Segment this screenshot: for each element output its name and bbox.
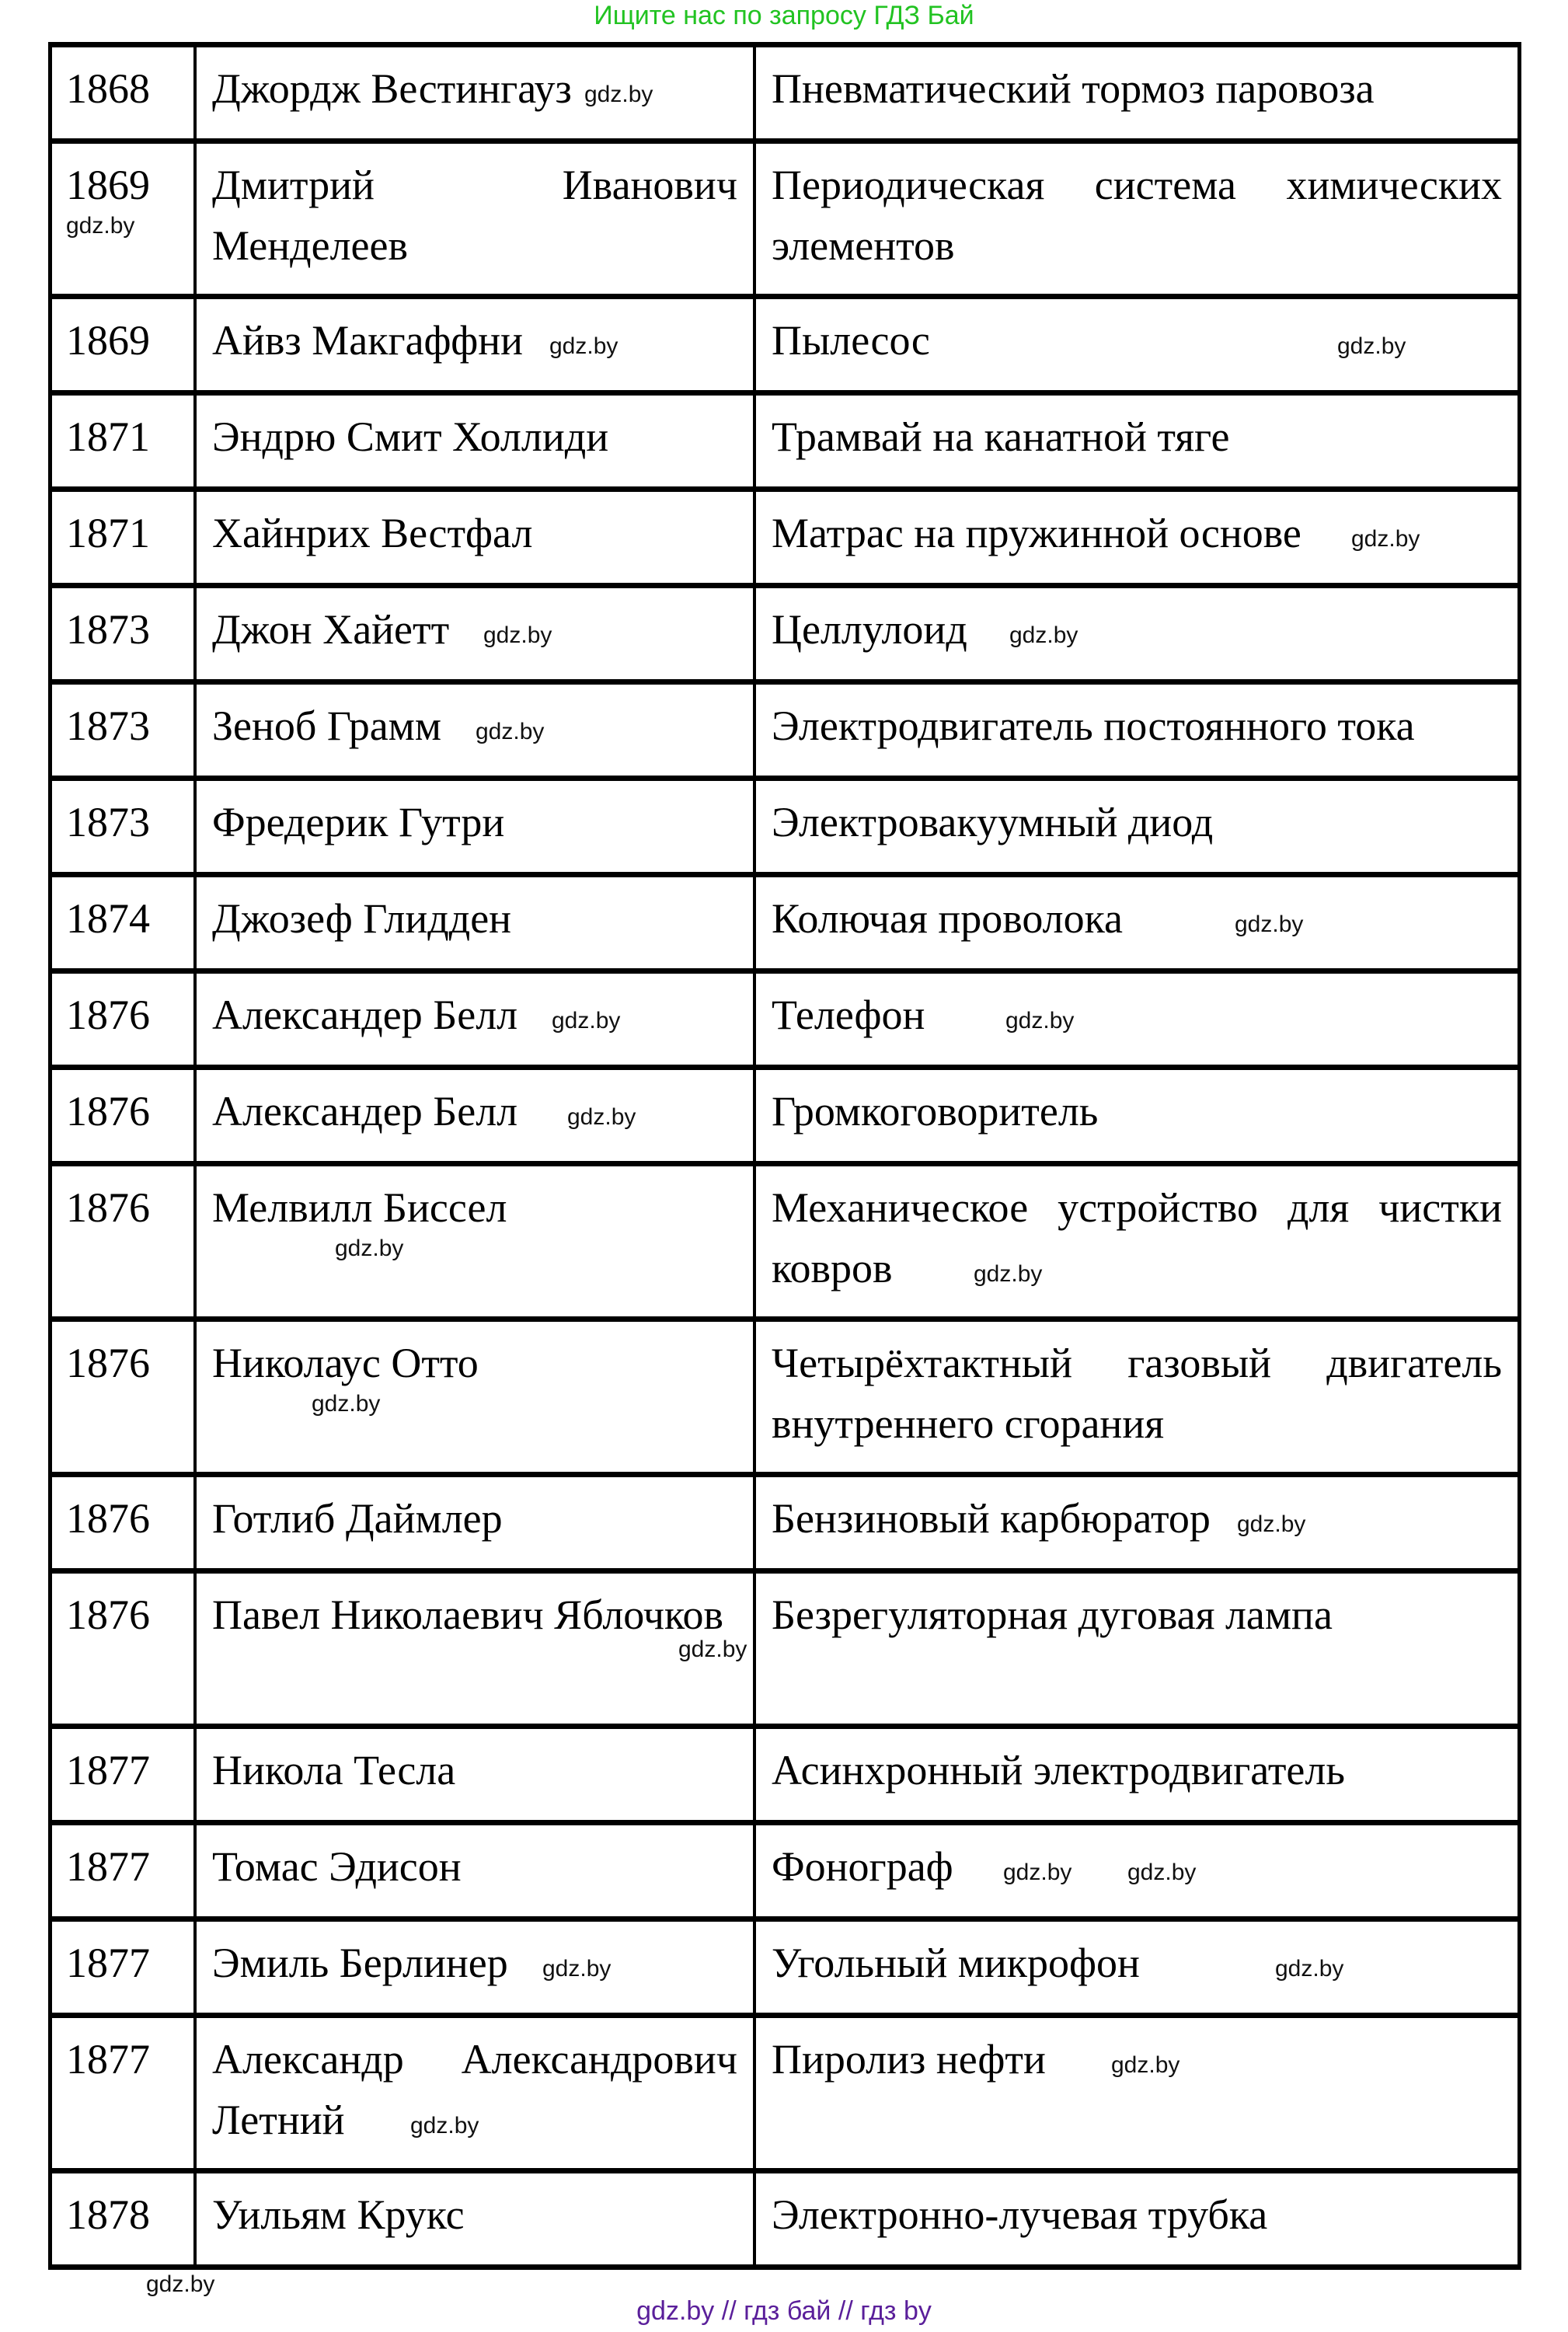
year-cell: 1869	[51, 297, 196, 393]
table-row	[51, 141, 1520, 297]
watermark: gdz.by	[1275, 1956, 1344, 1982]
inventor-cell: Джон Хайетт	[195, 586, 754, 682]
inventor-cell: Фредерик Гутри	[195, 779, 754, 875]
inventor-cell: Зеноб Грамм	[195, 682, 754, 779]
watermark: gdz.by	[542, 1956, 612, 1982]
invention-cell: Целлулоид	[754, 586, 1520, 682]
year-cell: 1877	[51, 1727, 196, 1823]
invention-cell: Телефон	[754, 971, 1520, 1068]
watermark: gdz.by	[146, 2271, 215, 2297]
watermark: gdz.by	[1127, 1860, 1197, 1885]
year-cell: 1876	[51, 1319, 196, 1475]
table-row	[51, 45, 1520, 141]
watermark: gdz.by	[1003, 1860, 1072, 1885]
year-cell: 1874	[51, 875, 196, 971]
table-row	[51, 1068, 1520, 1164]
table-row	[51, 586, 1520, 682]
year-cell: 1873	[51, 779, 196, 875]
invention-cell: Матрас на пружинной основе	[754, 490, 1520, 586]
watermark: gdz.by	[1009, 622, 1078, 648]
invention-cell: Пылесос	[754, 297, 1520, 393]
watermark: gdz.by	[312, 1391, 381, 1417]
year-cell: 1873	[51, 586, 196, 682]
year-cell: 1873	[51, 682, 196, 779]
inventor-cell: Эндрю Смит Холлиди	[195, 393, 754, 490]
invention-cell: Электровакуумный диод	[754, 779, 1520, 875]
inventor-cell: Томас Эдисон	[195, 1823, 754, 1919]
inventor-cell: Николаус Отто	[195, 1319, 754, 1475]
table-row	[51, 1571, 1520, 1727]
year-cell: 1876	[51, 1571, 196, 1727]
inventor-cell: Хайнрих Вестфал	[195, 490, 754, 586]
table-row	[51, 1164, 1520, 1319]
table-row	[51, 1727, 1520, 1823]
inventor-cell: Никола Тесла	[195, 1727, 754, 1823]
inventions-table	[48, 42, 1521, 2270]
table-row	[51, 393, 1520, 490]
year-cell: 1871	[51, 393, 196, 490]
watermark: gdz.by	[1237, 1511, 1306, 1537]
invention-cell: Периодическая система химических элементов	[754, 141, 1520, 297]
footer-links: gdz.by // гдз бай // гдз by	[636, 2296, 932, 2326]
inventor-cell: Александер Белл	[195, 1068, 754, 1164]
invention-cell: Электродвигатель постоянного тока	[754, 682, 1520, 779]
invention-cell: Фонограф	[754, 1823, 1520, 1919]
inventor-cell: Эмиль Берлинер	[195, 1919, 754, 2016]
watermark: gdz.by	[1235, 912, 1304, 937]
invention-cell: Громкоговоритель	[754, 1068, 1520, 1164]
watermark: gdz.by	[1111, 2052, 1180, 2078]
invention-cell: Электронно-лучевая трубка	[754, 2171, 1520, 2268]
table-row	[51, 779, 1520, 875]
watermark: gdz.by	[552, 1008, 621, 1034]
invention-cell: Асинхронный электродвигатель	[754, 1727, 1520, 1823]
watermark: gdz.by	[678, 1637, 747, 1662]
watermark: gdz.by	[335, 1236, 404, 1261]
inventor-cell: Готлиб Даймлер	[195, 1475, 754, 1571]
invention-cell: Безрегуляторная дуговая лампа	[754, 1571, 1520, 1727]
watermark: gdz.by	[1005, 1008, 1075, 1034]
table-row	[51, 1823, 1520, 1919]
table-row	[51, 682, 1520, 779]
year-cell: 1868	[51, 45, 196, 141]
invention-cell: Колючая проволока	[754, 875, 1520, 971]
watermark: gdz.by	[483, 622, 552, 648]
inventor-cell: Джозеф Глидден	[195, 875, 754, 971]
watermark: gdz.by	[584, 82, 653, 107]
table-row	[51, 971, 1520, 1068]
invention-cell: Пневматический тормоз паровоза	[754, 45, 1520, 141]
inventor-cell: Мелвилл Биссел	[195, 1164, 754, 1319]
invention-cell: Трамвай на канатной тяге	[754, 393, 1520, 490]
invention-cell: Четырёхтактный газовый двигатель внутреннего сгорания	[754, 1319, 1520, 1475]
year-cell: 1876	[51, 1068, 196, 1164]
watermark: gdz.by	[66, 213, 135, 239]
table-row	[51, 490, 1520, 586]
watermark: gdz.by	[567, 1104, 636, 1130]
invention-cell: Пиролиз нефти	[754, 2016, 1520, 2171]
invention-cell: Бензиновый карбюратор	[754, 1475, 1520, 1571]
year-cell: 1876	[51, 1164, 196, 1319]
inventor-cell: Павел Николаевич Яблочков	[195, 1571, 754, 1727]
watermark: gdz.by	[549, 333, 618, 359]
year-cell: 1876	[51, 1475, 196, 1571]
year-cell: 1877	[51, 1823, 196, 1919]
inventor-cell: Дмитрий Иванович Менделеев	[195, 141, 754, 297]
watermark: gdz.by	[476, 719, 545, 744]
year-cell: 1877	[51, 1919, 196, 2016]
watermark: gdz.by	[974, 1261, 1043, 1287]
year-cell: 1877	[51, 2016, 196, 2171]
watermark: gdz.by	[1337, 333, 1406, 359]
inventor-cell: Уильям Крукс	[195, 2171, 754, 2268]
year-cell: 1878	[51, 2171, 196, 2268]
year-cell: 1876	[51, 971, 196, 1068]
inventor-cell: Айвз Макгаффни	[195, 297, 754, 393]
invention-cell: Механическое устройство для чистки ковров	[754, 1164, 1520, 1319]
table-row	[51, 2016, 1520, 2171]
table-row	[51, 1319, 1520, 1475]
watermark: gdz.by	[1351, 526, 1420, 552]
year-cell: 1871	[51, 490, 196, 586]
inventor-cell: Александер Белл	[195, 971, 754, 1068]
inventor-cell: Александр Александрович Летний	[195, 2016, 754, 2171]
watermark: gdz.by	[410, 2113, 479, 2139]
invention-cell: Угольный микрофон	[754, 1919, 1520, 2016]
search-banner: Ищите нас по запросу ГДЗ Бай	[594, 1, 974, 30]
year-cell: 1869	[51, 141, 196, 297]
table-row	[51, 2171, 1520, 2268]
table-row	[51, 297, 1520, 393]
inventor-cell: Джордж Вестингауз	[195, 45, 754, 141]
